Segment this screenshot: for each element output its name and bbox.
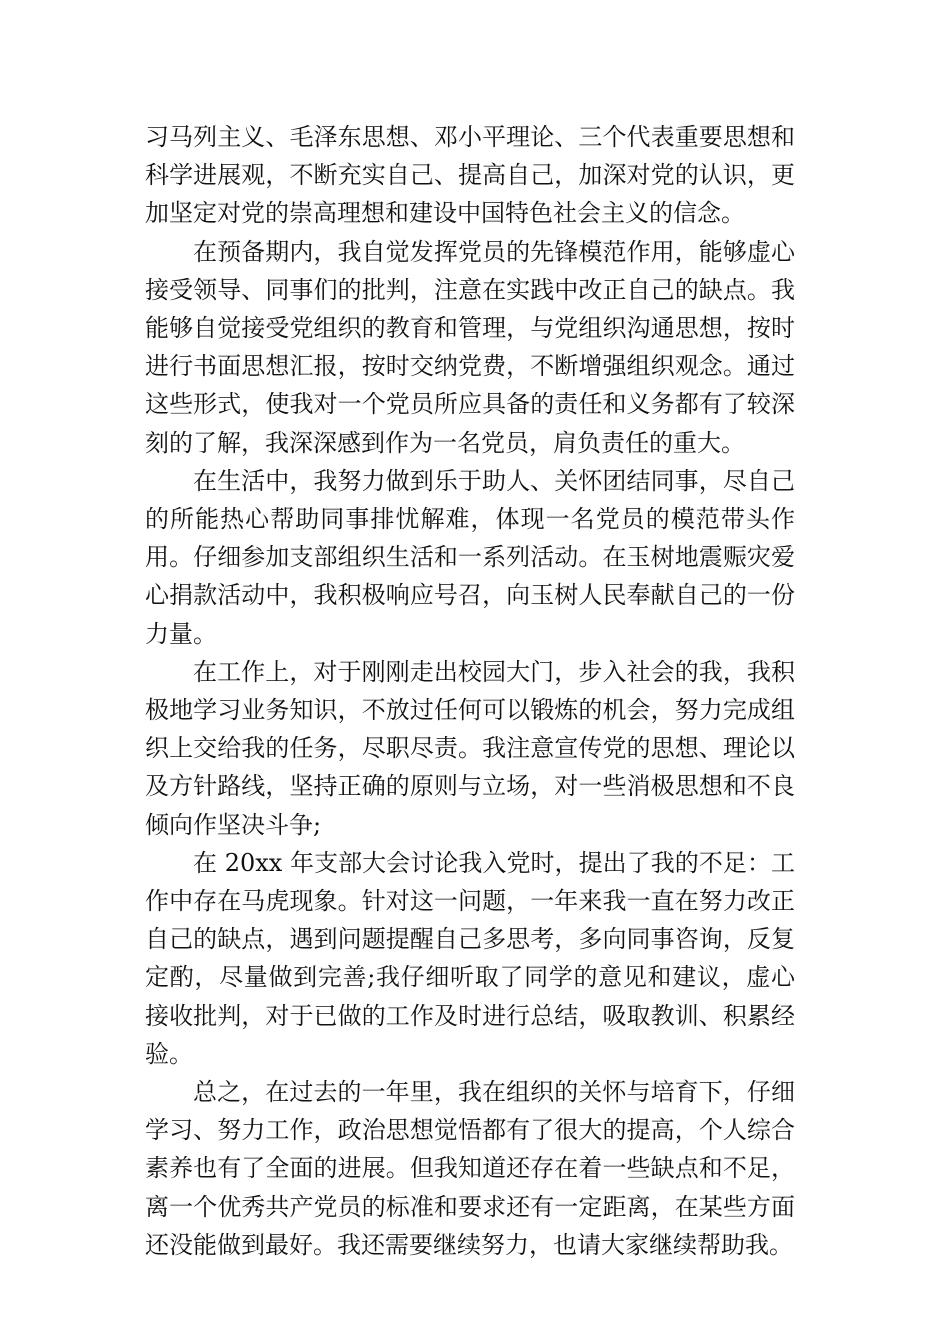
- document-page: [145, 118, 795, 1264]
- paragraph-shortcomings: 在 20xx 年支部大会讨论我入党时，提出了我的不足：工作中存在马虎现象。针对这一问题，一年来我一直在努力改正自己的缺点，遇到问题提醒自己多思考，多向同事咨询，反复定酌，尽量做到完善;我仔细听取了同学的意见和建议，虚心接收批判，对于已做的工作及时进行总结，吸取教训、积累经验。: [145, 848, 795, 1068]
- paragraph-probation-period: 在预备期内，我自觉发挥党员的先锋模范作用，能够虚心接受领导、同事们的批判，注意在实践中改正自己的缺点。我能够自觉接受党组织的教育和管理，与党组织沟通思想，按时进行书面思想汇报，按时交纳党费，不断增强组织观念。通过这些形式，使我对一个党员所应具备的责任和义务都有了较深刻的了解，我深深感到作为一名党员，肩负责任的重大。: [145, 237, 795, 457]
- paragraph-conclusion: 总之，在过去的一年里，我在组织的关怀与培育下，仔细学习、努力工作，政治思想觉悟都有了很大的提高，个人综合素养也有了全面的进展。但我知道还存在着一些缺点和不足，离一个优秀共产党员的标准和要求还有一定距离，在某些方面还没能做到最好。我还需要继续努力，也请大家继续帮助我。: [145, 1078, 795, 1259]
- paragraph-daily-life: 在生活中，我努力做到乐于助人、关怀团结同事，尽自己的所能热心帮助同事排忧解难，体现一名党员的模范带头作用。仔细参加支部组织生活和一系列活动。在玉树地震赈灾爱心捐款活动中，我积极响应号召，向玉树人民奉献自己的一份力量。: [145, 466, 795, 648]
- paragraph-work: 在工作上，对于刚刚走出校园大门，步入社会的我，我积极地学习业务知识，不放过任何可以锻炼的机会，努力完成组织上交给我的任务，尽职尽责。我注意宣传党的思想、理论以及方针路线，坚持正确的原则与立场，对一些消极思想和不良倾向作坚决斗争;: [145, 657, 795, 839]
- paragraph-continued-study: 习马列主义、毛泽东思想、邓小平理论、三个代表重要思想和科学进展观，不断充实自己、提高自己，加深对党的认识，更加坚定对党的崇高理想和建设中国特色社会主义的信念。: [145, 123, 795, 228]
